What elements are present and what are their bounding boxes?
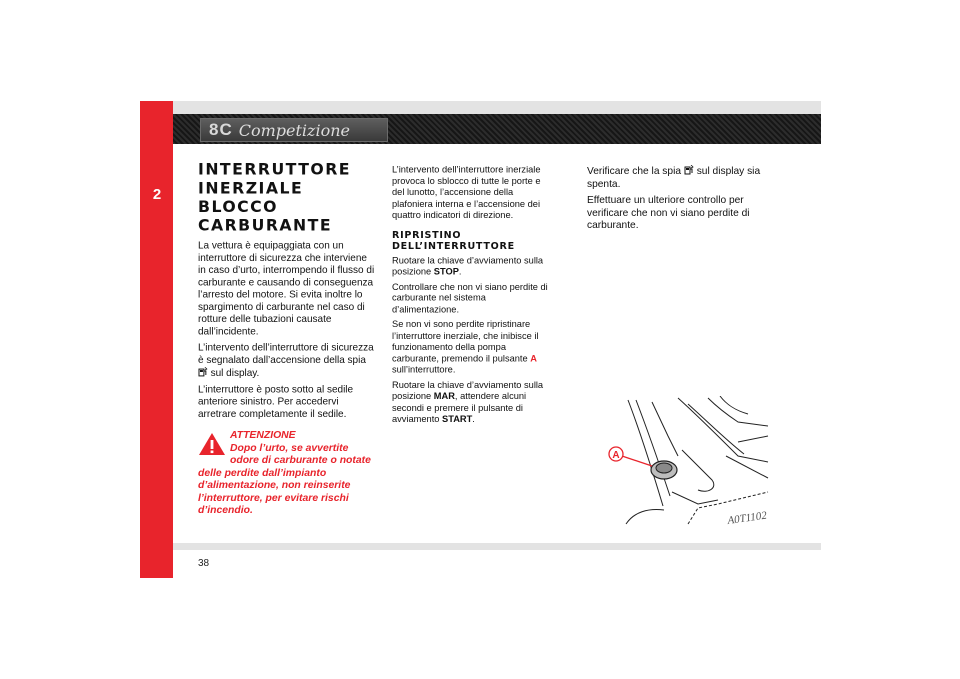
warning-heading: ATTENZIONE [230, 430, 296, 441]
paragraph: Ruotare la chiave d’avviamento sulla posizione MAR, attendere alcuni secondi e premere il pulsante di avviamento START. [392, 380, 544, 425]
chapter-number: 2 [152, 186, 162, 203]
paragraph: Effettuare un ulteriore controllo per verificare che non vi siano perdite di carburante. [587, 195, 750, 231]
brand-logo [200, 118, 388, 142]
fuel-cutoff-warning-icon [198, 367, 208, 377]
key-position-stop: STOP [433, 266, 459, 278]
column-3 [587, 165, 767, 237]
chapter-tab [140, 101, 173, 578]
paragraph: Se non vi sono perdite ripristinare l’interruttore inerziale, che inibisce il funzionamento della pompa carburante, premendo il pulsante A sull’interruttore. [392, 319, 539, 376]
paragraph: Ruotare la chiave d’avviamento sulla posizione STOP. [392, 255, 544, 278]
column-2 [392, 165, 554, 430]
callout-a: A [612, 450, 620, 461]
key-position-mar: MAR [433, 391, 455, 402]
top-band [173, 101, 821, 114]
start-button-ref: START [442, 414, 473, 425]
warning-text: Dopo l’urto, se avvertite odore di carburante o notate delle perdite dall’impianto d’alimentazione, non reinserite l’interruttore, per evitare rischi d’incendio. [198, 442, 371, 516]
inertia-switch-illustration [608, 396, 780, 528]
subsection-title: RIPRISTINO DELL’INTERRUTTORE [392, 229, 515, 252]
paragraph: L’intervento dell’interruttore inerziale provoca lo sblocco di tutte le porte e del lunotto, l’accensione della plafoniera interna e l’accensione dei quattro indicatori di direzione. [392, 165, 541, 221]
paragraph: Controllare che non vi siano perdite di carburante nel sistema d’alimentazione. [392, 282, 548, 315]
warning-box [198, 430, 378, 518]
section-title: INTERRUTTORE INERZIALE BLOCCO CARBURANTE [198, 160, 351, 235]
paragraph: L’intervento dell’interruttore di sicurezza è segnalato dall’accensione della spia sul display. [198, 342, 374, 379]
button-a-ref: A [530, 353, 537, 364]
paragraph: Verificare che la spia sul display sia spenta. [587, 166, 761, 190]
page-number: 38 [198, 558, 210, 569]
paragraph: L’interruttore è posto sotto al sedile anteriore sinistro. Per accedervi arretrare completamente il sedile. [198, 384, 354, 420]
column-1 [198, 160, 375, 425]
bottom-band [173, 543, 821, 550]
logo-model: 8C [209, 120, 233, 139]
fuel-cutoff-warning-icon [684, 165, 694, 175]
warning-triangle-icon [198, 432, 226, 456]
figure-code: A0T1102 [726, 509, 768, 527]
paragraph: La vettura è equipaggiata con un interruttore di sicurezza che interviene in caso d’urto, interrompendo il flusso di carburante e causando di conseguenza l’arresto del motore. Si evita inoltre lo spargimento di carburante nel caso di rotture delle tubazioni causate dall’incidente. [198, 240, 375, 338]
logo-script: Competizione [238, 120, 350, 140]
